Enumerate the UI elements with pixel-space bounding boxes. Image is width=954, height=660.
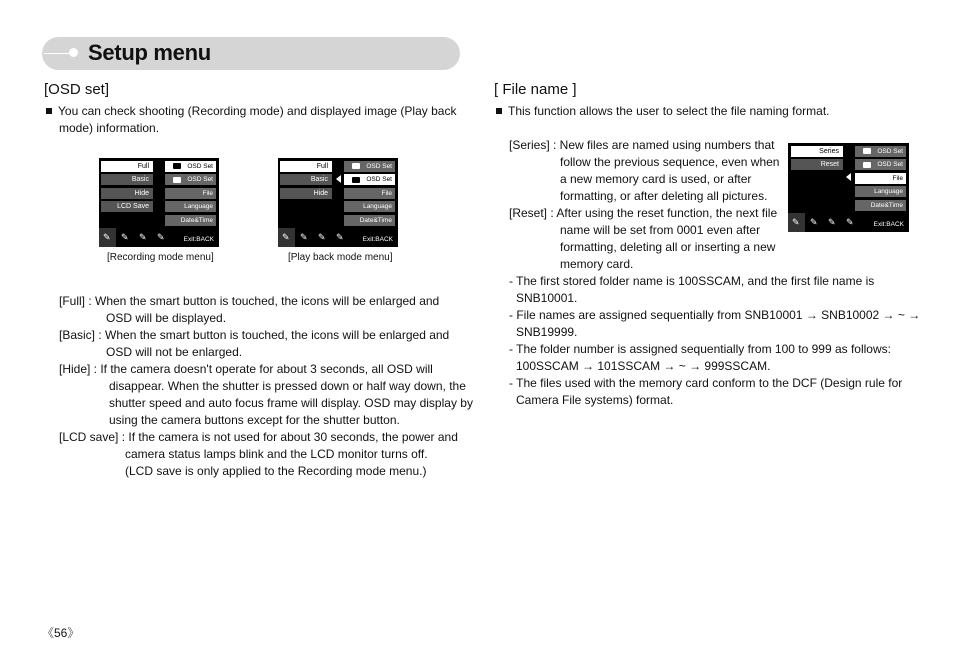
menu-item-hide: Hide (101, 188, 153, 199)
setup-tab-3: ✎ (318, 232, 326, 242)
osd-line: [Full] : When the smart button is touched, the icons will be enlarged and (59, 294, 440, 308)
header-dot-decoration (69, 48, 78, 57)
file-line: - File names are assigned sequentially from SNB10001 → SNB10002 → ~ → (509, 308, 921, 322)
file-line: Camera File systems) format. (516, 393, 674, 407)
recording-mode-screen (99, 158, 219, 247)
menu-item-basic: Basic (101, 174, 153, 185)
setup-tab-3: ✎ (139, 232, 147, 242)
header-line-decoration (44, 53, 72, 54)
menu-item-series: Series (791, 146, 843, 157)
page-title: Setup menu (88, 40, 211, 65)
setup-tab-1: ✎ (99, 228, 116, 247)
camera-icon (173, 163, 181, 169)
osd-line: [Basic] : When the smart button is touched, the icons will be enlarged and (59, 328, 450, 342)
setup-tab-3: ✎ (828, 217, 836, 227)
camera-icon (863, 148, 871, 154)
osd-line: [Hide] : If the camera doesn't operate for about 3 seconds, all OSD will (59, 362, 433, 376)
file-line: 100SSCAM → 101SSCAM → ~ → 999SSCAM. (516, 359, 771, 373)
file-line: [Reset] : After using the reset function, the next file (509, 206, 778, 220)
recording-mode-caption: [Recording mode menu] (107, 252, 214, 263)
tab-osd-set-play: OSD Set (165, 174, 216, 185)
tab-osd-set-play: OSD Set (344, 174, 395, 185)
file-name-heading: [ File name ] (494, 81, 577, 98)
file-line: name will be set from 0001 even after (560, 223, 761, 237)
osd-intro-line-1: You can check shooting (Recording mode) and displayed image (Play back (46, 103, 456, 120)
exit-back-label: Exit:BACK (362, 236, 393, 243)
file-intro-line: This function allows the user to select the file naming format. (496, 103, 830, 120)
page-number: 《56》 (42, 626, 80, 640)
file-line: - The folder number is assigned sequentially from 100 to 999 as follows: (509, 342, 891, 356)
playback-icon (863, 162, 871, 168)
file-line: - The first stored folder name is 100SSCAM, and the first file name is (509, 274, 875, 288)
tab-file: File (344, 188, 395, 199)
osd-line: [LCD save] : If the camera is not used for about 30 seconds, the power and (59, 430, 458, 444)
arrow-left-icon (336, 175, 341, 183)
file-line: formatting, or after deleting all pictures. (560, 189, 768, 203)
menu-item-full: Full (280, 161, 332, 172)
file-line: formatting, deleting all or inserting a new (560, 240, 776, 254)
file-line: follow the previous sequence, even when (560, 155, 780, 169)
file-line: - The files used with the memory card conform to the DCF (Design rule for (509, 376, 903, 390)
arrow-left-icon (846, 173, 851, 181)
osd-intro-line-2: mode) information. (59, 121, 160, 135)
tab-file: File (855, 173, 906, 184)
menu-item-basic: Basic (280, 174, 332, 185)
tab-date-time: Date&Time (344, 215, 395, 226)
playback-icon (352, 177, 360, 183)
file-name-screen (788, 143, 909, 232)
exit-back-label: Exit:BACK (183, 236, 214, 243)
tab-language: Language (855, 186, 906, 197)
bullet-icon (496, 108, 502, 114)
menu-item-reset: Reset (791, 159, 843, 170)
setup-tab-4: ✎ (846, 217, 854, 227)
menu-item-hide: Hide (280, 188, 332, 199)
playback-icon (173, 177, 181, 183)
file-line: [Series] : New files are named using numbers that (509, 138, 775, 152)
osd-line: using the camera buttons except for the shutter button. (109, 413, 400, 427)
tab-osd-set-record: OSD Set (165, 161, 216, 172)
osd-heading: [OSD set] (44, 81, 110, 98)
osd-line: shutter speed and auto focus frame will display. OSD may display by (109, 396, 473, 410)
file-line: SNB10001. (516, 291, 578, 305)
tab-language: Language (344, 201, 395, 212)
file-line: memory card. (560, 257, 634, 271)
setup-tab-2: ✎ (810, 217, 818, 227)
setup-tab-4: ✎ (336, 232, 344, 242)
setup-tab-2: ✎ (300, 232, 308, 242)
tab-language: Language (165, 201, 216, 212)
menu-item-lcd-save: LCD Save (101, 201, 153, 212)
exit-back-label: Exit:BACK (873, 221, 904, 228)
tab-date-time: Date&Time (165, 215, 216, 226)
osd-line: camera status lamps blink and the LCD monitor turns off. (125, 447, 428, 461)
osd-line: (LCD save is only applied to the Recording mode menu.) (125, 464, 427, 478)
tab-osd-set-record: OSD Set (344, 161, 395, 172)
tab-osd-set-play: OSD Set (855, 159, 906, 170)
setup-tab-1: ✎ (278, 228, 295, 247)
playback-mode-caption: [Play back mode menu] (288, 252, 393, 263)
tab-osd-set-record: OSD Set (855, 146, 906, 157)
osd-line: OSD will be displayed. (106, 311, 227, 325)
file-line: SNB19999. (516, 325, 578, 339)
tab-file: File (165, 188, 216, 199)
file-line: a new memory card is used, or after (560, 172, 752, 186)
setup-tab-1: ✎ (788, 213, 805, 232)
tab-date-time: Date&Time (855, 200, 906, 211)
menu-item-full: Full (101, 161, 153, 172)
osd-line: OSD will not be enlarged. (106, 345, 243, 359)
camera-icon (352, 163, 360, 169)
playback-mode-screen (278, 158, 398, 247)
setup-tab-2: ✎ (121, 232, 129, 242)
setup-tab-4: ✎ (157, 232, 165, 242)
bullet-icon (46, 108, 52, 114)
osd-line: disappear. When the shutter is pressed down or half way down, the (109, 379, 466, 393)
